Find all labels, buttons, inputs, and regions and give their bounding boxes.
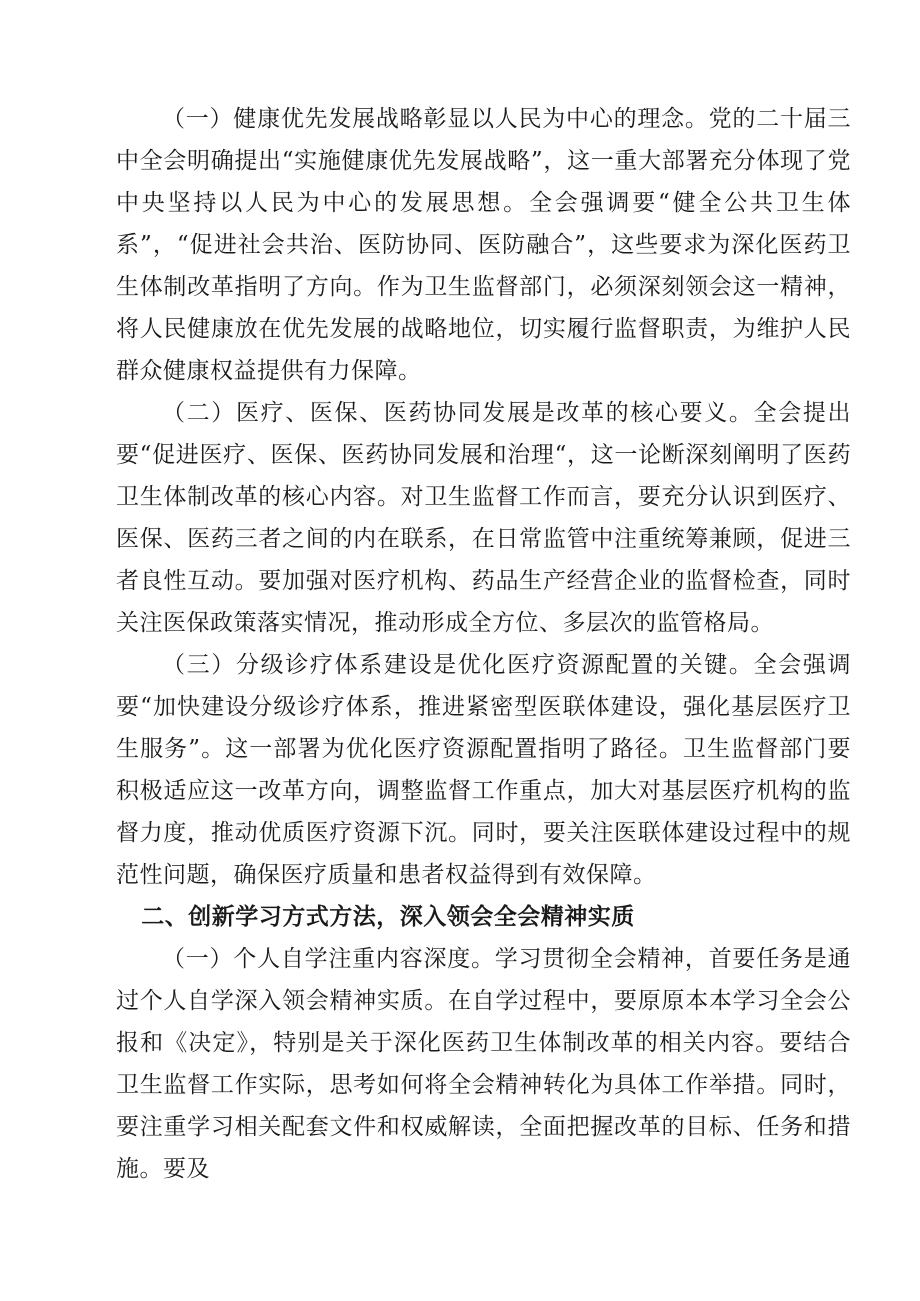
document-body (116, 98, 851, 1190)
paragraph-health-priority: （一）健康优先发展战略彰显以人民为中心的理念。党的二十届三中全会明确提出“实施健康优先发展战略”，这一重大部署充分体现了党中央坚持以人民为中心的发展思想。全会强调要“健全公共卫生体系”，“促进社会共治、医防协同、医防融合”，这些要求为深化医药卫生体制改革指明了方向。作为卫生监督部门，必须深刻领会这一精神，将人民健康放在优先发展的战略地位，切实履行监督职责，为维护人民群众健康权益提供有力保障。 (116, 106, 851, 384)
paragraph-self-study: （一）个人自学注重内容深度。学习贯彻全会精神，首要任务是通过个人自学深入领会精神实质。在自学过程中，要原原本本学习全会公报和《决定》，特别是关于深化医药卫生体制改革的相关内容。要结合卫生监督工作实际，思考如何将全会精神转化为具体工作举措。同时，要注重学习相关配套文件和权威解读，全面把握改革的目标、任务和措施。要及 (116, 946, 851, 1182)
section-heading-two: 二、创新学习方式方法，深入领会全会精神实质 (141, 903, 635, 930)
paragraph-tiered-diagnosis: （三）分级诊疗体系建设是优化医疗资源配置的关键。全会强调要“加快建设分级诊疗体系，推进紧密型医联体建设，强化基层医疗卫生服务”。这一部署为优化医疗资源配置指明了路径。卫生监督部门要积极适应这一改革方向，调整监督工作重点，加大对基层医疗机构的监督力度，推动优质医疗资源下沉。同时，要关注医联体建设过程中的规范性问题，确保医疗质量和患者权益得到有效保障。 (116, 652, 851, 888)
paragraph-coordinated-development: （二）医疗、医保、医药协同发展是改革的核心要义。全会提出要“促进医疗、医保、医药协同发展和治理“，这一论断深刻阐明了医药卫生体制改革的核心内容。对卫生监督工作而言，要充分认识到医疗、医保、医药三者之间的内在联系，在日常监管中注重统筹兼顾，促进三者良性互动。要加强对医疗机构、药品生产经营企业的监督检查，同时关注医保政策落实情况，推动形成全方位、多层次的监管格局。 (116, 400, 851, 636)
